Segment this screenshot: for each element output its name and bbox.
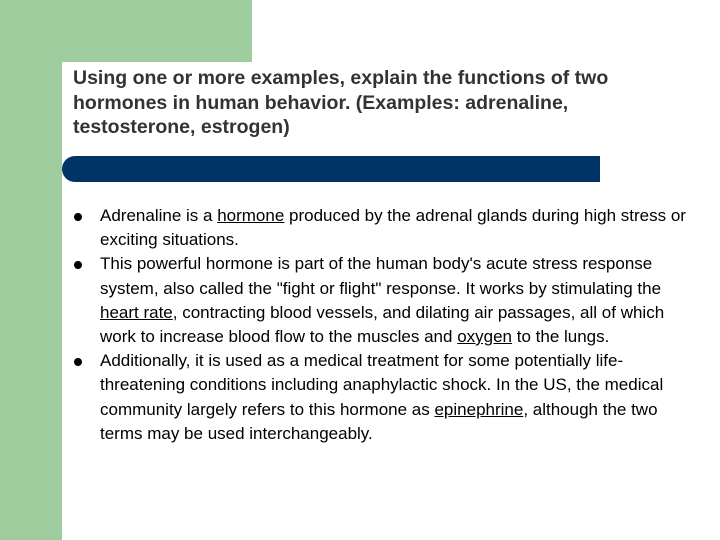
bullet-2-text-b: , contracting blood vessels, and dilating air passages, all of which work to increase blood flow to the muscles and (100, 302, 665, 347)
bullet-1-text-b: produced by the adrenal glands during high stress or exciting situations. (100, 206, 686, 250)
bullet-item-2 (72, 252, 692, 349)
link-oxygen[interactable]: oxygen (457, 327, 513, 347)
decorative-green-sidebar (0, 0, 62, 540)
slide-title: Using one or more examples, explain the functions of two hormones in human behavior. (Examples: adrenaline, testosterone, estrogen) (73, 67, 609, 138)
bullet-2-text-c: to the lungs. (512, 327, 610, 347)
bullet-1-text-a: Adrenaline is a (100, 206, 218, 225)
bullet-3-text-b: , although the two terms may be used interchangeably. (100, 399, 658, 443)
bullet-list (72, 204, 692, 446)
bullet-item-1 (72, 204, 692, 252)
bullet-dot-icon (74, 261, 82, 269)
decorative-green-header-block (0, 0, 252, 62)
link-epinephrine[interactable]: epinephrine (434, 399, 524, 419)
bullet-3-text-a: Additionally, it is used as a medical treatment for some potentially life-threatening conditions including anaphylactic shock. In the US, the medical community largely refers to this hormone as (100, 351, 664, 419)
link-hormone[interactable]: hormone (217, 206, 285, 225)
bullet-item-3 (72, 349, 692, 446)
bullet-dot-icon (74, 358, 82, 366)
bullet-dot-icon (74, 213, 82, 221)
link-heart-rate[interactable]: heart rate (100, 302, 173, 322)
title-underline-bar (62, 156, 600, 182)
bullet-2-text-a: This powerful hormone is part of the human body's acute stress response system, also called the "fight or flight" response. It works by stimulating the (100, 254, 662, 298)
